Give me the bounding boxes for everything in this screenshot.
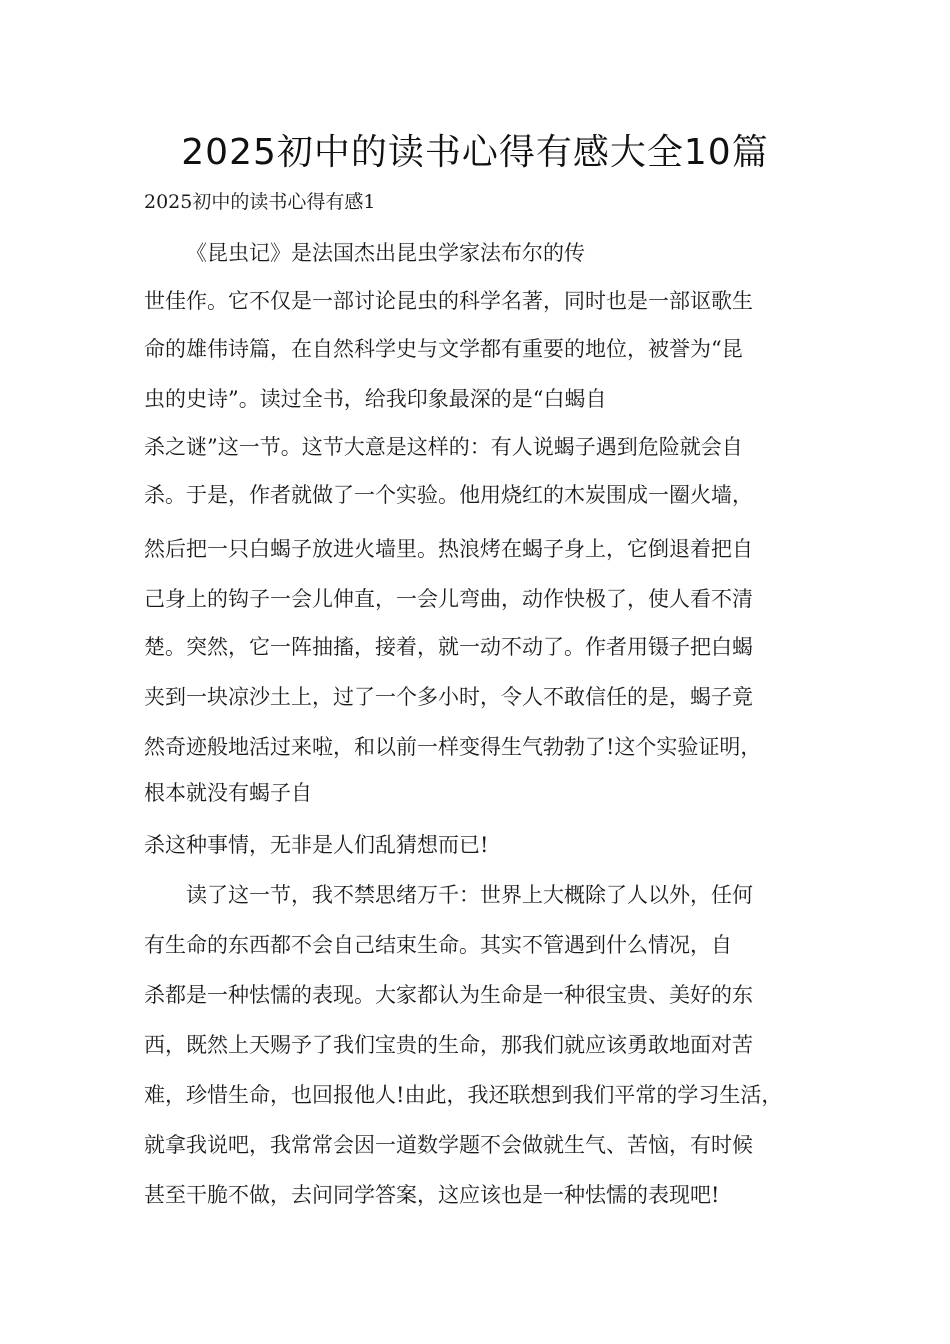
paragraph-line: 然奇迹般地活过来啦，和以前一样变得生气勃勃了!这个实验证明， [144, 735, 762, 759]
paragraph-line: 根本就没有蝎子自 [144, 781, 312, 805]
paragraph-line: 杀。于是，作者就做了一个实验。他用烧红的木炭围成一圈火墙， [144, 483, 753, 507]
paragraph-line: 甚至干脆不做，去问同学答案，这应该也是一种怯懦的表现吧! [144, 1183, 720, 1207]
paragraph-line: 读了这一节，我不禁思绪万千：世界上大概除了人以外，任何 [186, 883, 753, 907]
paragraph-line: 世佳作。它不仅是一部讨论昆虫的科学名著，同时也是一部讴歌生 [144, 289, 753, 313]
paragraph-line: 《昆虫记》是法国杰出昆虫学家法布尔的传 [186, 241, 585, 265]
paragraph-line: 然后把一只白蝎子放进火墙里。热浪烤在蝎子身上，它倒退着把自 [144, 537, 753, 561]
section-heading: 2025初中的读书心得有感1 [144, 191, 376, 213]
paragraph-line: 己身上的钩子一会儿伸直，一会儿弯曲，动作快极了，使人看不清 [144, 587, 753, 611]
paragraph-line: 命的雄伟诗篇，在自然科学史与文学都有重要的地位，被誉为“昆 [144, 337, 743, 361]
paragraph-line: 杀之谜”这一节。这节大意是这样的：有人说蝎子遇到危险就会自 [144, 435, 743, 459]
paragraph-line: 就拿我说吧，我常常会因一道数学题不会做就生气、苦恼，有时候 [144, 1133, 753, 1157]
paragraph-line: 虫的史诗”。读过全书，给我印象最深的是“白蝎自 [144, 387, 607, 411]
document-title: 2025初中的读书心得有感大全10篇 [181, 132, 769, 173]
paragraph-line: 难，珍惜生命，也回报他人!由此，我还联想到我们平常的学习生活， [144, 1083, 783, 1107]
paragraph-line: 杀这种事情，无非是人们乱猜想而已! [144, 833, 489, 857]
paragraph-line: 杀都是一种怯懦的表现。大家都认为生命是一种很宝贵、美好的东 [144, 983, 753, 1007]
paragraph-line: 夹到一块凉沙土上，过了一个多小时，令人不敢信任的是，蝎子竟 [144, 685, 753, 709]
paragraph-line: 西，既然上天赐予了我们宝贵的生命，那我们就应该勇敢地面对苦 [144, 1033, 753, 1057]
paragraph-line: 楚。突然，它一阵抽搐，接着，就一动不动了。作者用镊子把白蝎 [144, 635, 753, 659]
paragraph-line: 有生命的东西都不会自己结束生命。其实不管遇到什么情况，自 [144, 933, 732, 957]
